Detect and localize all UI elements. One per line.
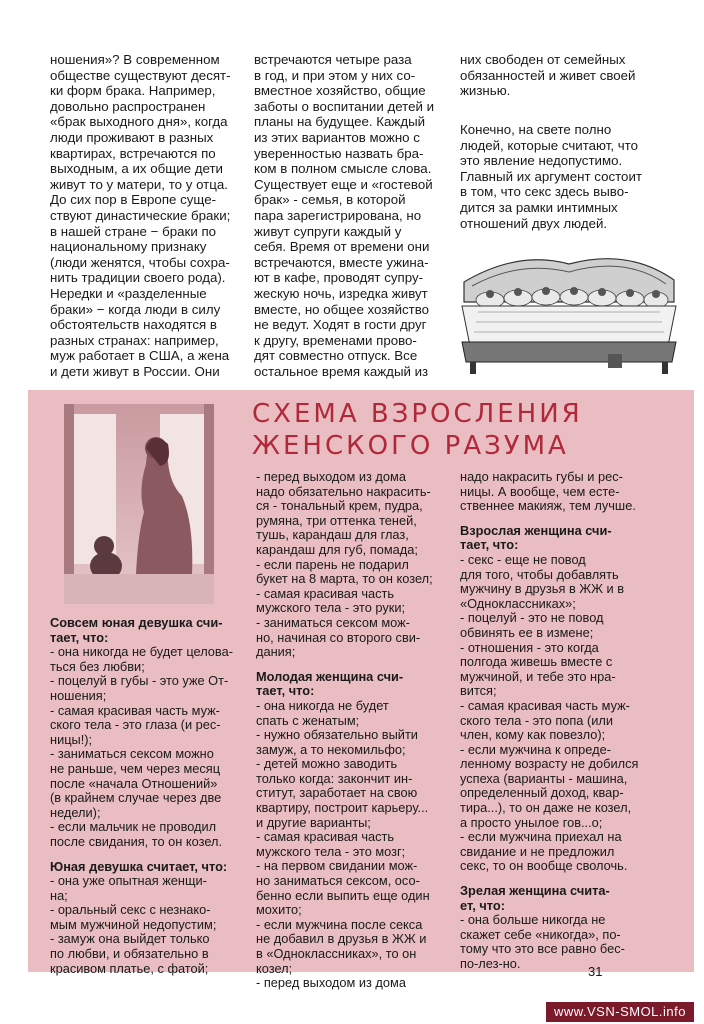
headline: СХЕМА ВЗРОСЛЕНИЯ ЖЕНСКОГО РАЗУМА [252, 399, 583, 461]
page-number: 31 [588, 964, 603, 979]
mature-woman-heading: Зрелая женщина счита- ет, что: [460, 883, 610, 913]
adult-woman-heading: Взрослая женщина счи- тает, что: [460, 522, 612, 553]
young-girl-text: - она уже опытная женщи- на; - оральный секс с незнако- мым мужчиной недопустим; - замуж она выйдет только по любви, и обязательно в красивом платье, с фатой; [50, 873, 217, 976]
mature-woman-text: - она больше никогда не скажет себе «никогда», по- тому что это все равно бес- по-лез-но. [460, 912, 625, 971]
article-column-1: ношения»? В современном обществе существуют десят- ки форм брака. Например, довольно распространен «брак выходного дня», когда люди проживают в разных квартирах, встречаются по выходным, а их общие дети живут то у матери, то у отца. До сих пор в Европе суще- ствуют династические браки; в нашей стране − браки по национальному признаку (люди женятся, чтобы сохра- нить традиции своего рода). Нередки и «разделенные браки» − когда люди в силу обстоятельств находятся в разных странах: например, муж работает в США, а жена и дети живут в России. Они [50, 52, 231, 379]
young-woman-text: - она никогда не будет спать с женатым; - нужно обязательно выйти замуж, а то некомильфо; - детей можно заводить только когда: закончит ин- ститут, заработает на свою квартиру, построит карьеру... и другие варианты; - самая красивая часть мужского тела - это мозг; - на первом свидании мож- но заниматься сексом, осо- бенно если выпить еще один мохито; - если мужчина после секса не добавил в друзья в ЖЖ и в «Одноклассниках», то он козел; - перед выходом из дома [256, 697, 430, 991]
adult-woman-text: - секс - еще не повод для того, чтобы добавлять мужчину в друзья в ЖЖ и в «Одноклассниках»; - поцелуй - это не повод обвинять ее в измене; - отношения - это когда полгода живешь вместе с мужчиной, и тебе это нра- вится; - самая красивая часть муж- ского тела - это попа (или член, кому как повезло); - если мужчина к опреде- ленному возрасту не добился успеха (варианты - машина, определенный доход, квар- тира...), то он даже не козел, а просто унылое гов...о; - если мужчина приехал на свидание и не предложил секс, то он вообще сволочь. [460, 551, 639, 874]
young-girl-heading: Юная девушка считает, что: [50, 858, 228, 874]
bed-illustration [458, 242, 680, 378]
article-column-3-paragraph: Конечно, на свете полно людей, которые считают, что это явление недопустимо. Главный их аргумент состоит в том, что секс здесь выво- дится за рамки интимных отношений двух людей. [460, 122, 642, 231]
scheme-column-1 [50, 616, 244, 976]
article-column-2: встречаются четыре раза в год, и при этом у них со- вместное хозяйство, общие заботы о воспитании детей и планы на будущее. Каждый из этих вариантов можно с уверенностью назвать бра- ком в полном смысле слова. Существует еще и «гостевой брак» - семья, в которой пара зарегистрирована, но живут супруги каждый у себя. Время от времени они встречаются, вместе ужина- ют в кафе, проводят супру- жескую ночь, изредка живут вместе, но общее хозяйство не ведут. Ходят в гости друг к другу, временами прово- дят совместно отпуск. Все остальное время каждый из [254, 52, 435, 379]
young-woman-text-continued: надо накрасить губы и рес- ницы. А вообще, чем есте- ственнее макияж, тем лучше. [460, 469, 636, 514]
young-girl-text-continued: - перед выходом из дома надо обязательно накрасить- ся - тональный крем, пудра, румяна, три оттенка теней, тушь, карандаш для глаз, карандаш для губ, помада; - если парень не подарил букет на 8 марта, то он козел; - самая красивая часть мужского тела - это руки; - заниматься сексом мож- но, начиная со второго сви- дания; [256, 469, 433, 660]
article-column-3-top: них свободен от семейных обязанностей и живет своей жизнью. [460, 52, 636, 99]
very-young-girl-text: - она никогда не будет целова- ться без любви; - поцелуй в губы - это уже От- ношения; - самая красивая часть муж- ского тела - это глаза (и рес- ницы!); - заниматься сексом можно не раньше, чем через месяц после «начала Отношений» (в крайнем случае через две недели); - если мальчик не проводил после свидания, то он козел. [50, 644, 233, 849]
woman-window-photo [64, 404, 214, 604]
very-young-girl-heading: Совсем юная девушка счи- тает, что: [50, 615, 223, 645]
scheme-column-3 [460, 470, 660, 972]
scheme-column-2 [256, 470, 446, 991]
site-url-link[interactable]: www.VSN-SMOL.info [546, 1002, 694, 1022]
young-woman-heading: Молодая женщина счи- тает, что: [256, 668, 404, 699]
